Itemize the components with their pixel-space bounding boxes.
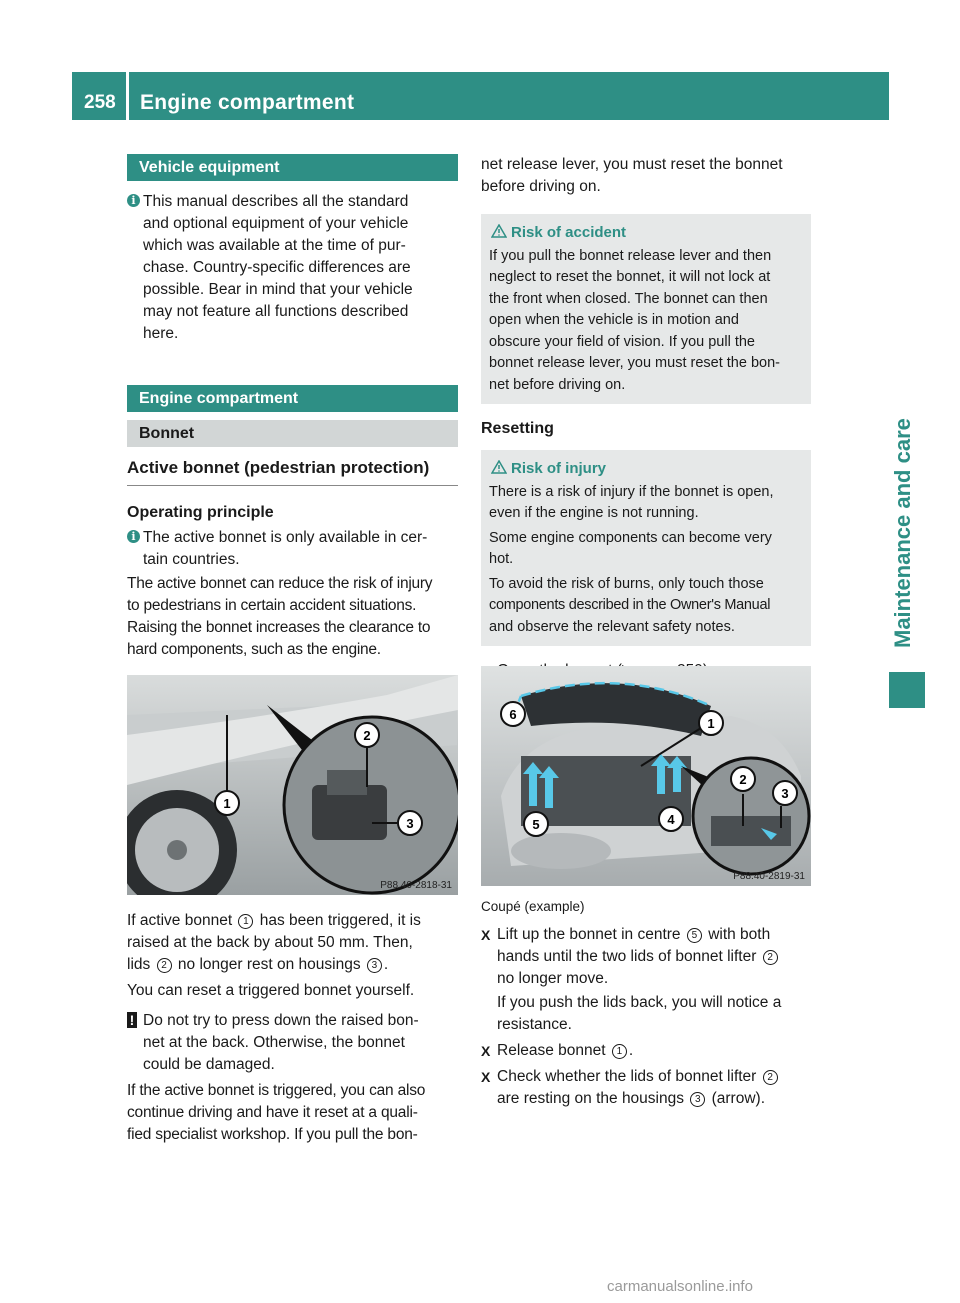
- info-availability: [127, 527, 458, 571]
- figure-code: P88.40-2818-31: [380, 880, 452, 891]
- text-line: to pedestrians in certain accident situations.: [127, 597, 417, 614]
- side-tab-text: Maintenance and care: [890, 418, 915, 648]
- warning-title: [489, 222, 803, 244]
- callout-1: 1: [612, 1044, 627, 1059]
- text-line: neglect to reset the bonnet, it will not lock at: [489, 269, 771, 285]
- callout-5: 5: [687, 928, 702, 943]
- divider: [127, 485, 458, 486]
- text-line: Release bonnet 1 .: [497, 1042, 634, 1059]
- section-engine-compartment: Engine compartment: [127, 385, 458, 412]
- text-line: could be damaged.: [143, 1056, 275, 1073]
- svg-text:3: 3: [406, 816, 414, 831]
- text-line: are resting on the housings 3 (arrow).: [497, 1090, 765, 1107]
- text-line: tain countries.: [143, 551, 240, 568]
- callout-1: 1: [238, 914, 253, 929]
- figure-caption: Coupé (example): [481, 899, 585, 914]
- step-lift-bonnet: [481, 924, 811, 1036]
- warning-body: [489, 246, 803, 397]
- text-line: This manual describes all the standard: [143, 193, 409, 210]
- svg-text:2: 2: [363, 728, 371, 743]
- heading-active-bonnet: Active bonnet (pedestrian protection): [127, 458, 430, 477]
- text-line: bonnet release lever, you must reset the bon-: [489, 355, 780, 371]
- heading-operating-principle: Operating principle: [127, 504, 274, 521]
- text-line: chase. Country-specific differences are: [143, 259, 411, 276]
- text-line: and observe the relevant safety notes.: [489, 618, 735, 635]
- info-icon: i: [127, 194, 140, 207]
- text-line: Check whether the lids of bonnet lifter 2: [497, 1066, 811, 1088]
- figure-code: P88.40-2819-31: [733, 871, 805, 882]
- text-line: continue driving and have it reset at a quali-: [127, 1104, 418, 1121]
- text-line: resistance.: [497, 1016, 572, 1033]
- text-line: hard components, such as the engine.: [127, 641, 381, 658]
- heading-resetting: Resetting: [481, 420, 554, 437]
- text-line: here.: [143, 325, 179, 342]
- step-release-bonnet: [481, 1040, 811, 1062]
- column-left-lower: [127, 910, 458, 1146]
- figure-bonnet-open: [481, 666, 811, 886]
- text-line: Raising the bonnet increases the clearance to: [127, 619, 431, 636]
- text-line: net before driving on.: [489, 376, 626, 393]
- column-right-lower: [481, 896, 811, 1110]
- warning-exclamation-icon: !: [127, 1012, 137, 1028]
- text-line: Some engine components can become very: [489, 529, 772, 546]
- warning-title-text: Risk of injury: [511, 460, 607, 477]
- text-line: fied specialist workshop. If you pull the bon-: [127, 1126, 418, 1143]
- text-line: even if the engine is not running.: [489, 505, 699, 521]
- svg-text:3: 3: [781, 786, 789, 801]
- callout-2: 2: [157, 958, 172, 973]
- text-line: Do not try to press down the raised bon-: [143, 1012, 419, 1029]
- text-line: net at the back. Otherwise, the bonnet: [143, 1034, 405, 1051]
- text-line: the front when closed. The bonnet can then: [489, 290, 768, 307]
- info-vehicle-equipment: [127, 191, 458, 345]
- text-line: hot.: [489, 551, 514, 567]
- text-line: The active bonnet is only available in cer-: [143, 529, 428, 546]
- svg-text:1: 1: [707, 716, 715, 731]
- text-line: components described in the Owner's Manual: [489, 597, 771, 613]
- text-line: hands until the two lids of bonnet lifter 2: [497, 946, 811, 968]
- callout-3: 3: [690, 1092, 705, 1107]
- step-arrow-icon: X: [481, 927, 491, 943]
- svg-text:2: 2: [739, 772, 747, 787]
- text-line: and optional equipment of your vehicle: [143, 215, 409, 232]
- text-line: Lift up the bonnet in centre 5 with both: [497, 926, 771, 943]
- paragraph-triggered: [127, 910, 458, 976]
- warning-title: [489, 458, 803, 480]
- text-line: before driving on.: [481, 178, 601, 195]
- step-arrow-icon: X: [481, 1069, 491, 1085]
- column-right: [481, 154, 811, 682]
- figure-active-bonnet: [127, 675, 458, 895]
- paragraph: [127, 573, 458, 661]
- info-icon: i: [127, 530, 140, 543]
- text-line: If active bonnet 1 has been triggered, it is: [127, 912, 421, 929]
- text-line: which was available at the time of pur-: [143, 237, 406, 254]
- page-title: Engine compartment: [140, 91, 355, 114]
- side-tab-marker: [889, 672, 925, 708]
- text-line: If you push the lids back, you will notice a: [497, 994, 782, 1011]
- callout-2: 2: [763, 950, 778, 965]
- text-line: possible. Bear in mind that your vehicle: [143, 281, 413, 298]
- svg-text:6: 6: [509, 707, 517, 722]
- note-damage: [127, 1010, 458, 1076]
- warning-accident: [481, 214, 811, 404]
- warning-title-text: Risk of accident: [511, 224, 627, 241]
- text-line: If the active bonnet is triggered, you can also: [127, 1082, 426, 1099]
- text-line: If you pull the bonnet release lever and then: [489, 247, 772, 264]
- car-side-illustration: [127, 675, 458, 895]
- warning-triangle-icon: [491, 460, 507, 474]
- paragraph-continue-driving: [127, 1080, 458, 1146]
- text-line: To avoid the risk of burns, only touch those: [489, 575, 764, 592]
- svg-text:5: 5: [532, 817, 540, 832]
- step-check-lids: [481, 1066, 811, 1110]
- warning-injury: [481, 450, 811, 646]
- subsection-bonnet: Bonnet: [127, 420, 458, 447]
- paragraph-reset: You can reset a triggered bonnet yourself.: [127, 982, 415, 999]
- car-front-illustration: [481, 666, 811, 886]
- column-left: [127, 0, 458, 661]
- text-line: There is a risk of injury if the bonnet is open,: [489, 483, 774, 500]
- text-line: raised at the back by about 50 mm. Then,: [127, 934, 413, 951]
- page-number: 258: [84, 92, 116, 113]
- svg-text:4: 4: [667, 812, 675, 827]
- text-line: lids 2 no longer rest on housings 3 .: [127, 956, 389, 973]
- callout-3: 3: [367, 958, 382, 973]
- text-line: obscure your field of vision. If you pull the: [489, 333, 755, 350]
- section-vehicle-equipment: Vehicle equipment: [127, 154, 458, 181]
- watermark: carmanualsonline.info: [607, 1278, 753, 1295]
- text-line: no longer move.: [497, 970, 609, 987]
- step-arrow-icon: X: [481, 1043, 491, 1059]
- warning-triangle-icon: [491, 224, 507, 238]
- text-line: open when the vehicle is in motion and: [489, 312, 739, 328]
- callout-2: 2: [763, 1070, 778, 1085]
- warning-body: [489, 482, 803, 639]
- text-line: may not feature all functions described: [143, 303, 409, 320]
- text-line: The active bonnet can reduce the risk of injury: [127, 575, 433, 592]
- text-line: net release lever, you must reset the bonnet: [481, 156, 783, 173]
- svg-text:1: 1: [223, 796, 231, 811]
